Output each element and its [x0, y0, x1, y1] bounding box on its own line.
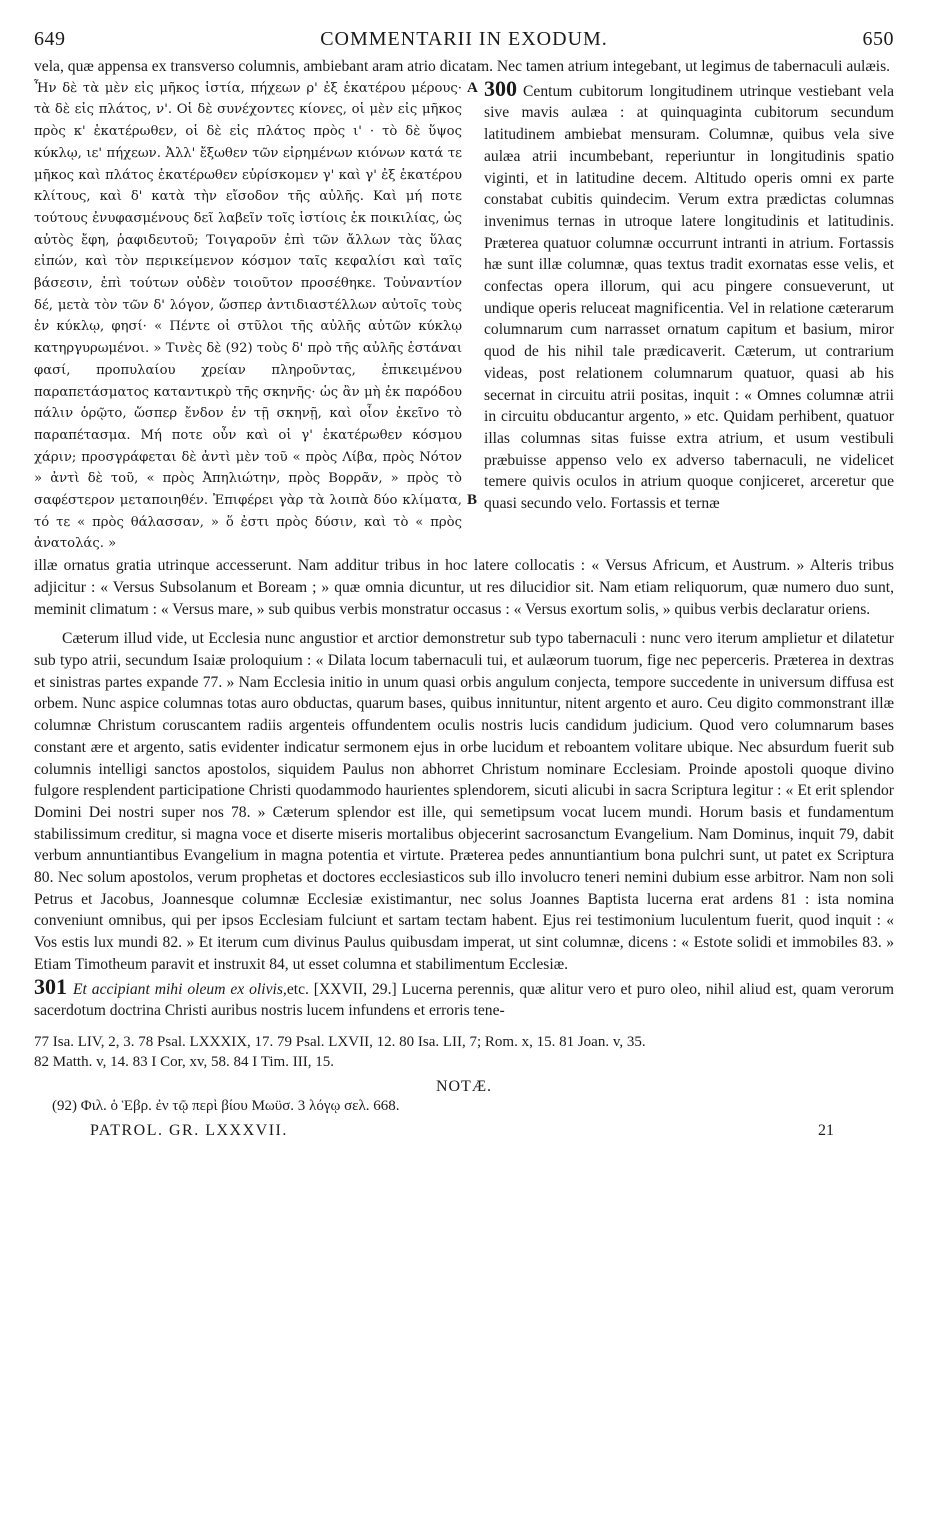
note-92: (92) Φιλ. ὁ Ἑβρ. ἐν τῷ περὶ βίου Μωϋσ. 3 λόγῳ σελ. 668. [52, 1097, 400, 1114]
two-column-block [34, 75, 894, 555]
column-number-right: 650 [862, 28, 894, 50]
greek-column [34, 78, 478, 555]
section-301-lemma: Et accipiant mihi oleum ex olivis, [73, 980, 287, 998]
latin-column-text [484, 75, 894, 515]
latin-paragraph-2: Cæterum illud vide, ut Ecclesia nunc angustior et arctior demonstretur sub typo tabernaculi : nunc vero iterum amplietur et dilatetur sub typo atrii, secundum Isaiæ proloquium : « Dilata locum tabernaculi tui, et aulæorum tuorum, fige nec peperceris. Præterea in dextras et sinistras partes expande 77. » Nam Ecclesia initio in unum quasi orbis angulum conjecta, tempore succedente in universum diffusa est orbem. Nunc aspice columnas totas auro obductas, quarum bases, quibus innituntur, nitent argento et auro. Ceu digito commonstrant illæ columnæ Christum coruscantem radiis argenteis offundentem oculis nostris lucis candidum judicium. Quod vero columnarum bases constant ære et argento, satis evidenter indicatur sermonem ejus in orbe lucidum et reboantem volitare ubique. Nec absurdum fuerit sub columnis intelligi sanctos apostolos, siquidem Paulus non abhorret Christum nominare Ecclesiam. Proinde apostoli quoque divino fulgore resplendent participatione Christi quodammodo haurientes splendorem, sicuti alicubi in sacra Scriptura legitur : « Et erit splendor Domini Dei nostri super nos 78. » Cæterum splendor est ille, qui semetipsum vocat lucem mundi. Horum basis et fundamentum stabilissimum creditur, si magna voce et diserte miseris mortalibus objecerint sacrosanctum Evangelium. Nam Dominus, inquit 79, dabit verbum annuntiantibus Evangelium in magna potentia et virtute. Præterea pedes annuntiantium bona pulchri sunt, ut patet ex Scriptura 80. Nec solum apostolos, verum prophetas et doctores ecclesiasticos sub illo involucro teneri nemini dubium esse arbitror. Nam non soli Petrus et Jacobus, Joannesque columnæ Ecclesiæ existimantur, nec solus Joannes Baptista lucerna erat ardens 81 : ista nomina conveniunt omnibus, qui per ipsos Ecclesiam fulciunt et sartam tectam habent. Ejus rei testimonium luculentum fuerit, quod inquit : « Vos estis lux mundi 82. » Et iterum cum divinus Paulus quibusdam imperat, ut sint columnæ, dicens : « Estote solidi et immobiles 83. » Etiam Timotheum paravit et instruxit 84, ut esset columna et stabilimentum Ecclesiæ. [34, 630, 894, 973]
margin-marker-b: B [467, 491, 478, 508]
page [34, 28, 894, 1140]
section-301-text: etc. [XXVII, 29.] Lucerna perennis, quæ alitur vero et puro oleo, nihil aliud est, quam verorum sacerdotum doctrina Christi auribus nostris lucem infundens et erroris tene- [34, 980, 894, 1020]
column-number-left: 649 [34, 28, 66, 50]
scripture-references [34, 1032, 894, 1072]
signature-mark: 21 [818, 1121, 834, 1139]
margin-marker-a: A [467, 79, 478, 96]
greek-text: Ἦν δὲ τὰ μὲν εἰς μῆκος ἱστία, πήχεων ρ' ἐξ ἑκατέρου μέρους· τὰ δὲ εἰς πλάτος, ν'. Οἱ δὲ συνέχοντες κίονες, οἱ μὲν εἰς μῆκος πρὸς κ' ἑκατέρωθεν, οἱ δὲ εἰς πλάτος πρὸς ι' · τὸ δὲ ὕψος κύκλῳ, ιε' πήχεων. Ἀλλ' ἔξωθεν τῶν εἰρημένων κιόνων κατά τε μῆκος καὶ πλάτος ἑκατέρωθεν εὑρίσκομεν γ' καὶ γ' ἐξ ἑκατέρου κλίτους, καὶ δ' κατὰ τὴν εἴσοδον τῆς αὐλῆς. Καὶ μή ποτε τούτους ἐνυφασμένους δεῖ λαβεῖν τοῖς ἱστίοις ἐκ ποικιλίας, ὡς αὐτὸς ἔφη, ῥαφιδευτοῦ; Τοιγαροῦν ἐπὶ τῶν ἄλλων τὰς ὕλας εἰπών, καὶ τὸν περικείμενον κόσμον ταῖς κεφαλίσι καὶ ταῖς βάσεσιν, ἐπὶ τούτων οὐδὲν τοιοῦτον προσέθηκε. Τοὐναντίον δέ, μετὰ τὸν τῶν δ' λόγον, ὥσπερ ἀντιδιαστέλλων αὐτοῖς τοὺς ἐν κύκλῳ, φησί· « Πέντε οἱ στῦλοι τῆς αὐλῆς αὐτῶν κύκλῳ κατηργυρωμένοι. » Τινὲς δὲ (92) τοὺς δ' πρὸ τῆς αὐλῆς ἑστάναι φασί, προπυλαίου χρείαν πληροῦντας, ἐπικειμένου παραπετάσματος καταντικρὺ τῆς σκηνῆς· ὡς ἂν μὴ ἐκ παρόδου πάλιν ὁρῷτο, ὥσπερ ἔνδον ἐν τῇ σκηνῇ, καὶ οἷον ἐκεῖνο τὸ παραπέτασμα. Μή ποτε οὖν καὶ οἱ γ' ἑκατέρωθεν κόσμου χάριν; προσγράφεται δὲ ἀντὶ μὲν τοῦ « πρὸς Λίβα, πρὸς Νότον » ἀντὶ δὲ τοῦ, « πρὸς Ἀπηλιώτην, πρὸς Βορρᾶν, » πρὸς τὸ σαφέστερον μεταποιηθέν. Ἐπιφέρει γὰρ τὰ λοιπὰ δύο κλίματα, τό τε « πρὸς θάλασσαν, » ὅ ἐστι πρὸς δύσιν, καὶ τὸ « πρὸς ἀνατολάς. » [34, 80, 462, 552]
latin-paragraph-1: illæ ornatus gratia utrinque accesserunt. Nam additur tribus in hoc latere collocatis : « Versus Africum, et Austrum. » Alteris tribus adjicitur : « Versus Subsolanum et Boream ; » quæ omnia dicuntur, ut res dilucidior sit. Nam etiam reliquorum, quæ numero duo sunt, meminit climatum : « Versus mare, » sub quibus verbis monstratur occasus : « Versus exortum solis, » quibus verbis declaratur oriens. [34, 557, 894, 618]
latin-column-body: Centum cubitorum longitudinem utrinque vestiebant vela sive mavis aulæa : at quinquaginta cubitorum secundum latitudinem ambiebat mensuram. Columnæ, quibus vela sive aulæa atrii incumbebant, reperiuntur in longitudinis spatio viginti, et in latitudine decem. Altitudo operis omni ex parte constabat cubitis quindecim. Verum extra prædictas columnas invenimus ternas in utroque latere longitudinis et latitudinis. Præterea quatuor columnæ occurrunt intranti in atrium. Fortassis hæ sunt illæ columnæ, quas textus tradit exornatas esse velis, et confectas opera illorum, qui acu pingere consueverunt, ut undique operis reluceat magnificentia. Vel in relatione cæterarum columnarum cum narrasset ornatum capitum et basium, miror quod de his nihil tale prædicaverit. Cæterum, ut contrarium videas, post relationem columnarum quatuor, quasi ab his secernat in circuitu atrii positas, inquit : « Omnes columnæ atrii in circuitu obducantur argento, » etc. Quidam perhibent, quatuor illas columnas sitas fuisse extra atrium, et usum vestibuli præbuisse appenso velo ex adverso tabernaculi, ne videlicet temere quivis oculos in atrium quoque conjiceret, arceretur que quasi secundo velo. Fortassis et ternæ [484, 82, 894, 513]
section-number-301: 301 [34, 973, 67, 999]
latin-column [484, 75, 894, 555]
intro-paragraph: vela, quæ appensa ex transverso columnis, ambiebant aram atrio dicatam. Nec tamen atrium integebant, ut legimus de tabernaculi aulæis. [34, 58, 891, 75]
page-header [34, 28, 894, 56]
references-line-2: 82 Matth. v, 14. 83 I Cor, xv, 58. 84 I Tim. III, 15. [34, 1053, 334, 1070]
section-number-300: 300 [484, 75, 517, 101]
references-line-1: 77 Isa. LIV, 2, 3. 78 Psal. LXXXIX, 17. 79 Psal. LXVII, 12. 80 Isa. LII, 7; Rom. x, 15. 81 Joan. v, 35. [34, 1033, 646, 1050]
running-title: COMMENTARII IN EXODUM. [320, 28, 608, 50]
patrologia-label: PATROL. GR. LXXXVII. [90, 1121, 288, 1139]
notae-heading: NOTÆ. [435, 1077, 493, 1095]
page-footer [34, 1122, 894, 1140]
section-301 [34, 973, 894, 1022]
